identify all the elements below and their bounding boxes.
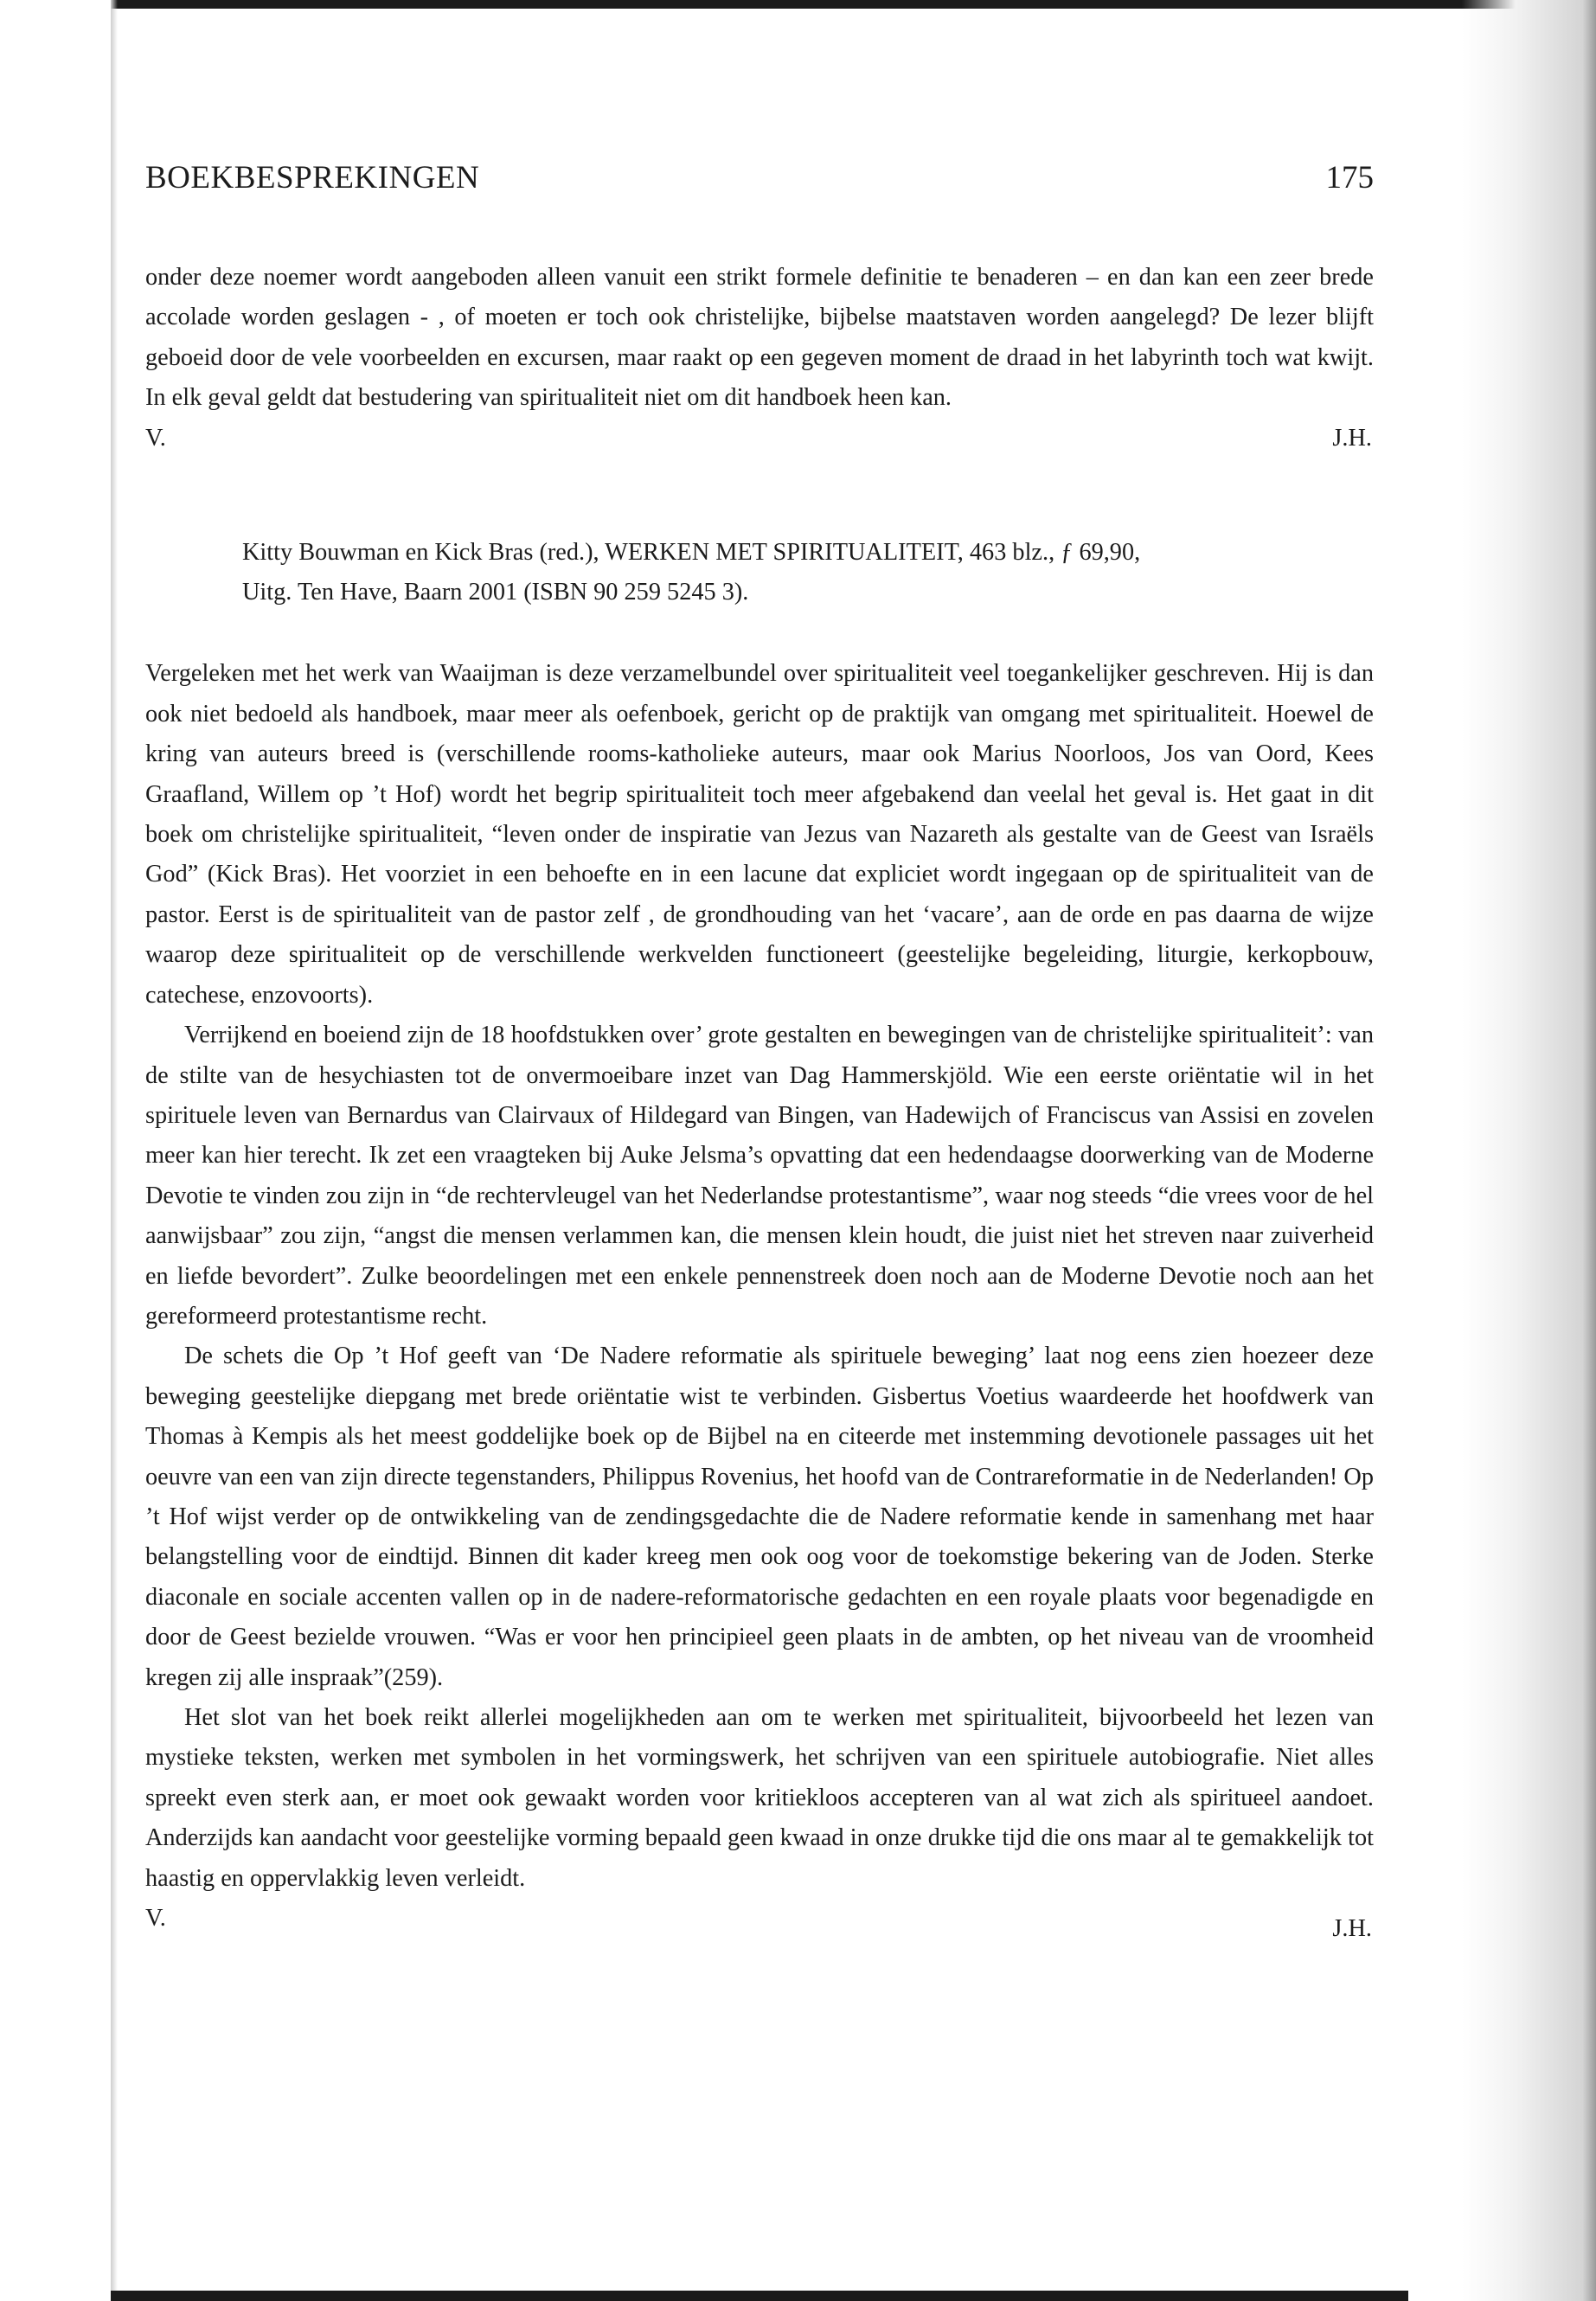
review-1-paragraph: onder deze noemer wordt aangeboden alleen vanuit een strikt formele definitie te benaderen – en dan kan een zeer brede accolade worden geslagen - , of moeten er toch ook christelijke, bijbelse maatstaven worden aangelegd? De lezer blijft geboeid door de vele voorbeelden en excursen, maar raakt op een gegeven moment de draad in het labyrinth toch wat kwijt. In elk geval geldt dat bestudering van spiritualiteit niet om dit handboek heen kan.	[145, 264, 1374, 412]
running-head	[145, 158, 1374, 198]
review-1-signature-initials: J.H.	[1332, 424, 1372, 452]
review-2-signature	[145, 1899, 1374, 1947]
review-2-citation	[242, 533, 1374, 613]
scan-left-shadow	[111, 0, 118, 2301]
page-number: 175	[1325, 160, 1374, 195]
review-2-paragraph-4: Het slot van het boek reikt allerlei mogelijkheden aan om te werken met spiritualiteit, bijvoorbeeld het lezen van mystieke teksten, werken met symbolen in het vormingswerk, het schrijven van een spirituele autobiografie. Niet alles spreekt even sterk aan, er moet ook gewaakt worden voor kritiekloos accepteren van al wat zich als spiritueel aandoet. Anderzijds kan aandacht voor geestelijke vorming bepaald geen kwaad in onze drukke tijd die ons maar al te gemakkelijk tot haastig en oppervlakkig leven verleidt.	[145, 1704, 1374, 1892]
page-content	[145, 258, 1374, 1947]
review-1-signature	[145, 419, 1374, 458]
review-2-paragraph-3: De schets die Op ’t Hof geeft van ‘De Nadere reformatie als spirituele beweging’ laat nog eens zien hoezeer deze beweging geestelijke diepgang met brede oriëntatie wist te verbinden. Gisbertus Voetius waardeerde het hoofdwerk van Thomas à Kempis als het meest goddelijke boek op de Bijbel na en citeerde met instemming devotionele passages uit het oeuvre van een van zijn directe tegenstanders, Philippus Rovenius, het hoofd van de Contrareformatie in de Nederlanden! Op ’t Hof wijst verder op de ontwikkeling van de zendingsgedachte die de Nadere reformatie kende in samenhang met haar belangstelling voor de eindtijd. Binnen dit kader kreeg men ook oog voor de toekomstige bekering van de Joden. Sterke diaconale en sociale accenten vallen op in de nadere-reformatorische gedachten en een royale plaats voor begenadigde en door de Geest bezielde vrouwen. “Was er voor hen principieel geen plaats in de ambten, op het niveau van de vroomheid kregen zij alle inspraak”(259).	[145, 1343, 1374, 1691]
review-2-signature-initials: J.H.	[1332, 1915, 1372, 1943]
review-2-signature-v: V.	[145, 1905, 166, 1932]
scan-right-edge	[1462, 0, 1596, 2301]
review-2-paragraph-2: Verrijkend en boeiend zijn de 18 hoofdstukken over’ grote gestalten en bewegingen van de christelijke spiritualiteit’: van de stilte van de hesychiasten tot de onvermoeibare inzet van Dag Hammerskjöld. Wie een eerste oriëntatie wil in het spirituele leven van Bernardus van Clairvaux of Hildegard van Bingen, van Hadewijch of Franciscus van Assisi en zovelen meer kan hier terecht. Ik zet een vraagteken bij Auke Jelsma’s opvatting dat een hedendaagse doorwerking van de Moderne Devotie te vinden zou zijn in “de rechtervleugel van het Nederlandse protestantisme”, waar nog steeds “die vrees voor de hel aanwijsbaar” zou zijn, “angst die mensen verlammen kan, die mensen klein houdt, die juist niet het streven naar zuiverheid en liefde bevordert”. Zulke beoordelingen met een enkele pennenstreek doen noch aan de Moderne Devotie noch aan het gereformeerd protestantisme recht.	[145, 1022, 1374, 1330]
review-1-signature-v: V.	[145, 424, 166, 452]
page	[145, 0, 1374, 2301]
citation-line-1: Kitty Bouwman en Kick Bras (red.), WERKEN MET SPIRITUALITEIT, 463 blz., ƒ 69,90,	[242, 538, 1141, 566]
citation-line-2: Uitg. Ten Have, Baarn 2001 (ISBN 90 259 5245 3).	[242, 579, 749, 606]
running-title: BOEKBESPREKINGEN	[145, 160, 480, 195]
review-2-paragraph-1: Vergeleken met het werk van Waaijman is deze verzamelbundel over spiritualiteit veel toegankelijker geschreven. Hij is dan ook niet bedoeld als handboek, maar meer als oefenboek, gericht op de praktijk van omgang met spiritualiteit. Hoewel de kring van auteurs breed is (verschillende rooms-katholieke auteurs, maar ook Marius Noorloos, Jos van Oord, Kees Graafland, Willem op ’t Hof) wordt het begrip spiritualiteit toch meer afgebakend dan veelal het geval is. Het gaat in dit boek om christelijke spiritualiteit, “leven onder de inspiratie van Jezus van Nazareth als gestalte van de Geest van Israëls God” (Kick Bras). Het voorziet in een behoefte en in een lacune dat expliciet wordt ingegaan op de spiritualiteit van de pastor. Eerst is de spiritualiteit van de pastor zelf , de grondhouding van het ‘vacare’, aan de orde en pas daarna de wijze waarop deze spiritualiteit op de verschillende werkvelden functioneert (geestelijke begeleiding, liturgie, kerkopbouw, catechese, enzovoorts).	[145, 660, 1374, 1009]
